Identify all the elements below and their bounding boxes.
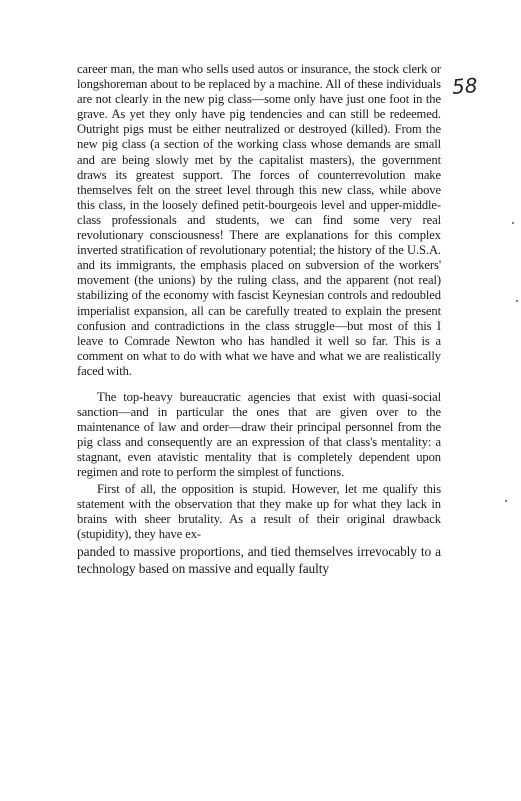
paragraph-3: First of all, the opposition is stupid. However, let me qualify this statement with the observation that they make up for what they lack in brains with sheer brutality. As a result of their original drawback (stupidity), they have ex- (77, 481, 441, 541)
scan-speck (505, 500, 507, 502)
scan-speck (516, 300, 518, 302)
paragraph-4: panded to massive proportions, and tied themselves irrevocably to a technology based on massive and equally faulty (77, 543, 441, 576)
body-text (77, 62, 441, 577)
scan-speck (512, 222, 514, 224)
paragraph-1: career man, the man who sells used autos or insurance, the stock clerk or longshoreman about to be replaced by a machine. All of these individuals are not clearly in the new pig class—some only have just one foot in the grave. As yet they only have pig tendencies and can still be redeemed. Outright pigs must be either neutralized or destroyed (killed). From the new pig class (a section of the working class whose demands are small and are being slowly met by the capitalist masters), the government draws its greatest support. The forces of counterrevolution make themselves felt on the street level through this new class, while above this class, in the loosely defined petit-bourgeois level and upper-middle-class professionals and students, we can find some very real revolutionary consciousness! There are explanations for this complex inverted stratification of revolutionary potential; the history of the U.S.A. and its immigrants, the emphasis placed on subversion of the workers' movement (the unions) by the ruling class, and the apparent (not real) stabilizing of the economy with fascist Keynesian controls and redoubled imperialist expansion, all can be carefully treated to explain the present confusion and contradictions in the class struggle—but most of this I leave to Comrade Newton who has handled it well so far. This is a comment on what to do with what we have and what we are realistically faced with. (77, 62, 441, 378)
handwritten-page-number: 58 (451, 73, 479, 99)
paragraph-2: The top-heavy bureaucratic agencies that exist with quasi-social sanction—and in particular the ones that are given over to the maintenance of law and order—draw their principal personnel from the pig class and consequently are an expression of that class's mentality: a stagnant, even atavistic mentality that is completely dependent upon regimen and rote to perform the simplest of functions. (77, 389, 441, 480)
